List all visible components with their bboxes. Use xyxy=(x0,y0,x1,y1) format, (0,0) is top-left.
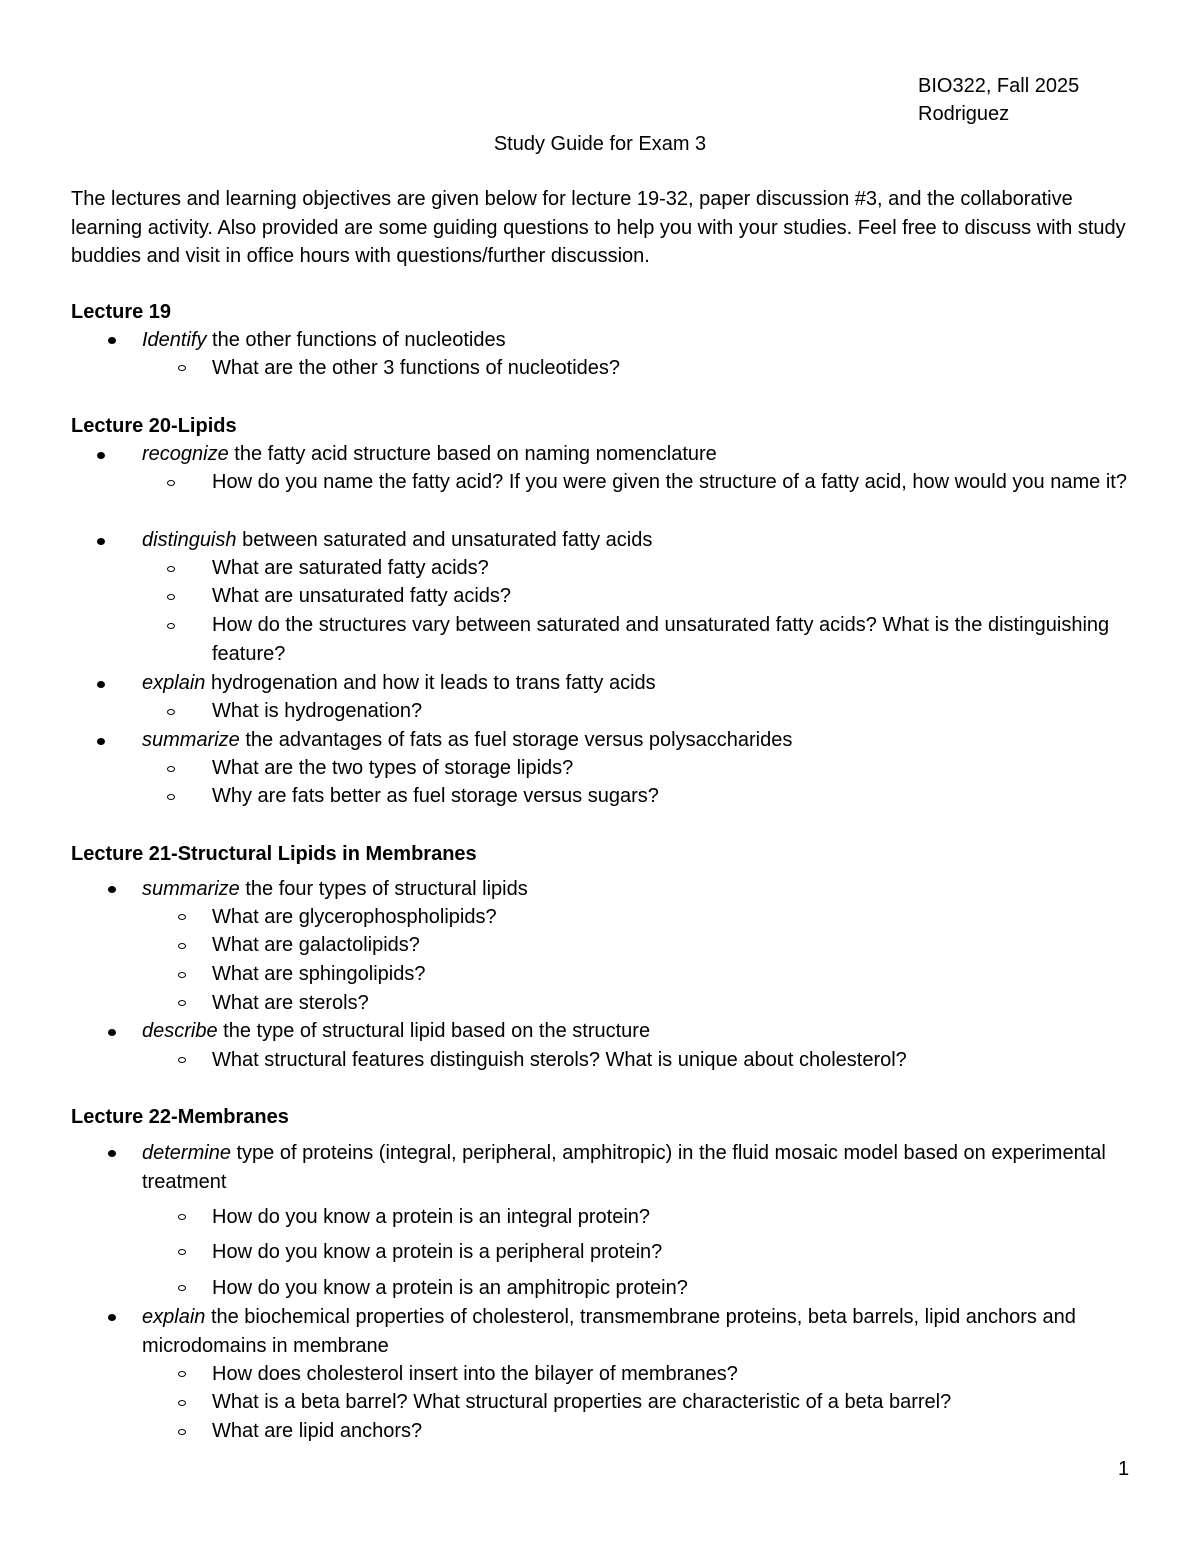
question-item: How do the structures vary between saturated and unsaturated fatty acids? What is the distinguishing feature? xyxy=(212,614,1110,665)
objective-item xyxy=(142,1017,1132,1046)
sub-bullet-icon xyxy=(178,1000,186,1006)
sub-bullet-icon xyxy=(178,1400,186,1406)
question-item: What are galactolipids? xyxy=(212,934,420,956)
objective-text: the other functions of nucleotides xyxy=(206,329,506,351)
intro-paragraph: The lectures and learning objectives are given below for lecture 19-32, paper discussion #3, and the collaborative learning activity. Also provided are some guiding questions to help you with your studies. Feel free to discuss with study buddies and visit in office hours with questions/further discussion. xyxy=(71,188,1126,268)
objective-item xyxy=(142,326,1132,355)
objective-verb: recognize xyxy=(142,443,229,465)
objective-verb: summarize xyxy=(142,729,240,751)
question-item: What are glycerophospholipids? xyxy=(212,906,497,928)
section-heading-lecture-22: Lecture 22-Membranes xyxy=(71,1106,289,1128)
question-item: What are saturated fatty acids? xyxy=(212,557,489,579)
bullet-icon xyxy=(97,452,105,459)
document-title: Study Guide for Exam 3 xyxy=(493,133,707,155)
question-item: What are sphingolipids? xyxy=(212,963,426,985)
question-item: What are lipid anchors? xyxy=(212,1420,423,1442)
section-heading-lecture-20: Lecture 20-Lipids xyxy=(71,415,237,437)
objective-verb: explain xyxy=(142,1306,206,1328)
section-heading-lecture-19: Lecture 19 xyxy=(71,301,172,323)
objective-item xyxy=(142,875,1132,904)
bullet-icon xyxy=(97,738,105,745)
objective-text: the biochemical properties of cholesterol, transmembrane proteins, beta barrels, lipid anchors and microdomains in membrane xyxy=(142,1306,1076,1357)
sub-bullet-icon xyxy=(178,1285,186,1291)
sub-bullet-icon xyxy=(178,1214,186,1220)
sub-bullet-icon xyxy=(178,1057,186,1063)
document-header xyxy=(918,72,1079,128)
sub-bullet-icon xyxy=(167,794,175,800)
course-label: BIO322, Fall 2025 xyxy=(918,75,1080,97)
question-item: How do you name the fatty acid? If you were given the structure of a fatty acid, how would you name it? xyxy=(212,471,1127,493)
sub-bullet-icon xyxy=(178,1429,186,1435)
sub-bullet-icon xyxy=(178,1371,186,1377)
question-item: What are the two types of storage lipids? xyxy=(212,757,574,779)
sub-bullet-icon xyxy=(167,709,175,715)
question-item: What is hydrogenation? xyxy=(212,700,423,722)
objective-item xyxy=(142,1139,1132,1196)
objective-verb: Identify xyxy=(142,329,207,351)
objective-item xyxy=(142,526,1132,555)
objective-text: the fatty acid structure based on naming nomenclature xyxy=(228,443,717,465)
sub-bullet-icon xyxy=(167,594,175,600)
objective-text: hydrogenation and how it leads to trans fatty acids xyxy=(205,672,656,694)
sub-bullet-icon xyxy=(178,914,186,920)
question-item: How do you know a protein is an integral protein? xyxy=(212,1206,651,1228)
sub-bullet-icon xyxy=(167,566,175,572)
objective-verb: describe xyxy=(142,1020,218,1042)
bullet-icon xyxy=(97,681,105,688)
objective-verb: determine xyxy=(142,1142,231,1164)
bullet-icon xyxy=(108,337,116,344)
objective-item xyxy=(142,440,1132,469)
question-item: What are the other 3 functions of nucleotides? xyxy=(212,357,621,379)
question-item: What structural features distinguish sterols? What is unique about cholesterol? xyxy=(212,1049,907,1071)
question-item: What are unsaturated fatty acids? xyxy=(212,585,512,607)
sub-bullet-icon xyxy=(178,943,186,949)
instructor-name: Rodriguez xyxy=(918,103,1010,125)
question-item: Why are fats better as fuel storage versus sugars? xyxy=(212,785,659,807)
objective-verb: summarize xyxy=(142,878,240,900)
question-item: How does cholesterol insert into the bilayer of membranes? xyxy=(212,1363,738,1385)
question-item: What are sterols? xyxy=(212,992,369,1014)
bullet-icon xyxy=(97,538,105,545)
sub-bullet-icon xyxy=(178,1249,186,1255)
question-item: What is a beta barrel? What structural properties are characteristic of a beta barrel? xyxy=(212,1391,952,1413)
question-item: How do you know a protein is an amphitropic protein? xyxy=(212,1277,688,1299)
bullet-icon xyxy=(108,1150,116,1157)
section-heading-lecture-21: Lecture 21-Structural Lipids in Membranes xyxy=(71,843,477,865)
question-item: How do you know a protein is a peripheral protein? xyxy=(212,1241,663,1263)
bullet-icon xyxy=(108,886,116,893)
objective-item xyxy=(142,726,1132,755)
sub-bullet-icon xyxy=(178,972,186,978)
bullet-icon xyxy=(108,1314,116,1321)
objective-text: the type of structural lipid based on the structure xyxy=(217,1020,651,1042)
objective-item xyxy=(142,669,1132,698)
sub-bullet-icon xyxy=(167,480,175,486)
bullet-icon xyxy=(108,1029,116,1036)
objective-item xyxy=(142,1303,1132,1360)
objective-text: type of proteins (integral, peripheral, amphitropic) in the fluid mosaic model based on experimental treatment xyxy=(142,1142,1106,1193)
sub-bullet-icon xyxy=(178,365,186,371)
objective-verb: distinguish xyxy=(142,529,237,551)
objective-verb: explain xyxy=(142,672,206,694)
objective-text: the advantages of fats as fuel storage versus polysaccharides xyxy=(239,729,793,751)
objective-text: the four types of structural lipids xyxy=(239,878,528,900)
sub-bullet-icon xyxy=(167,766,175,772)
sub-bullet-icon xyxy=(167,623,175,629)
objective-text: between saturated and unsaturated fatty acids xyxy=(236,529,653,551)
page-number: 1 xyxy=(1118,1458,1130,1480)
